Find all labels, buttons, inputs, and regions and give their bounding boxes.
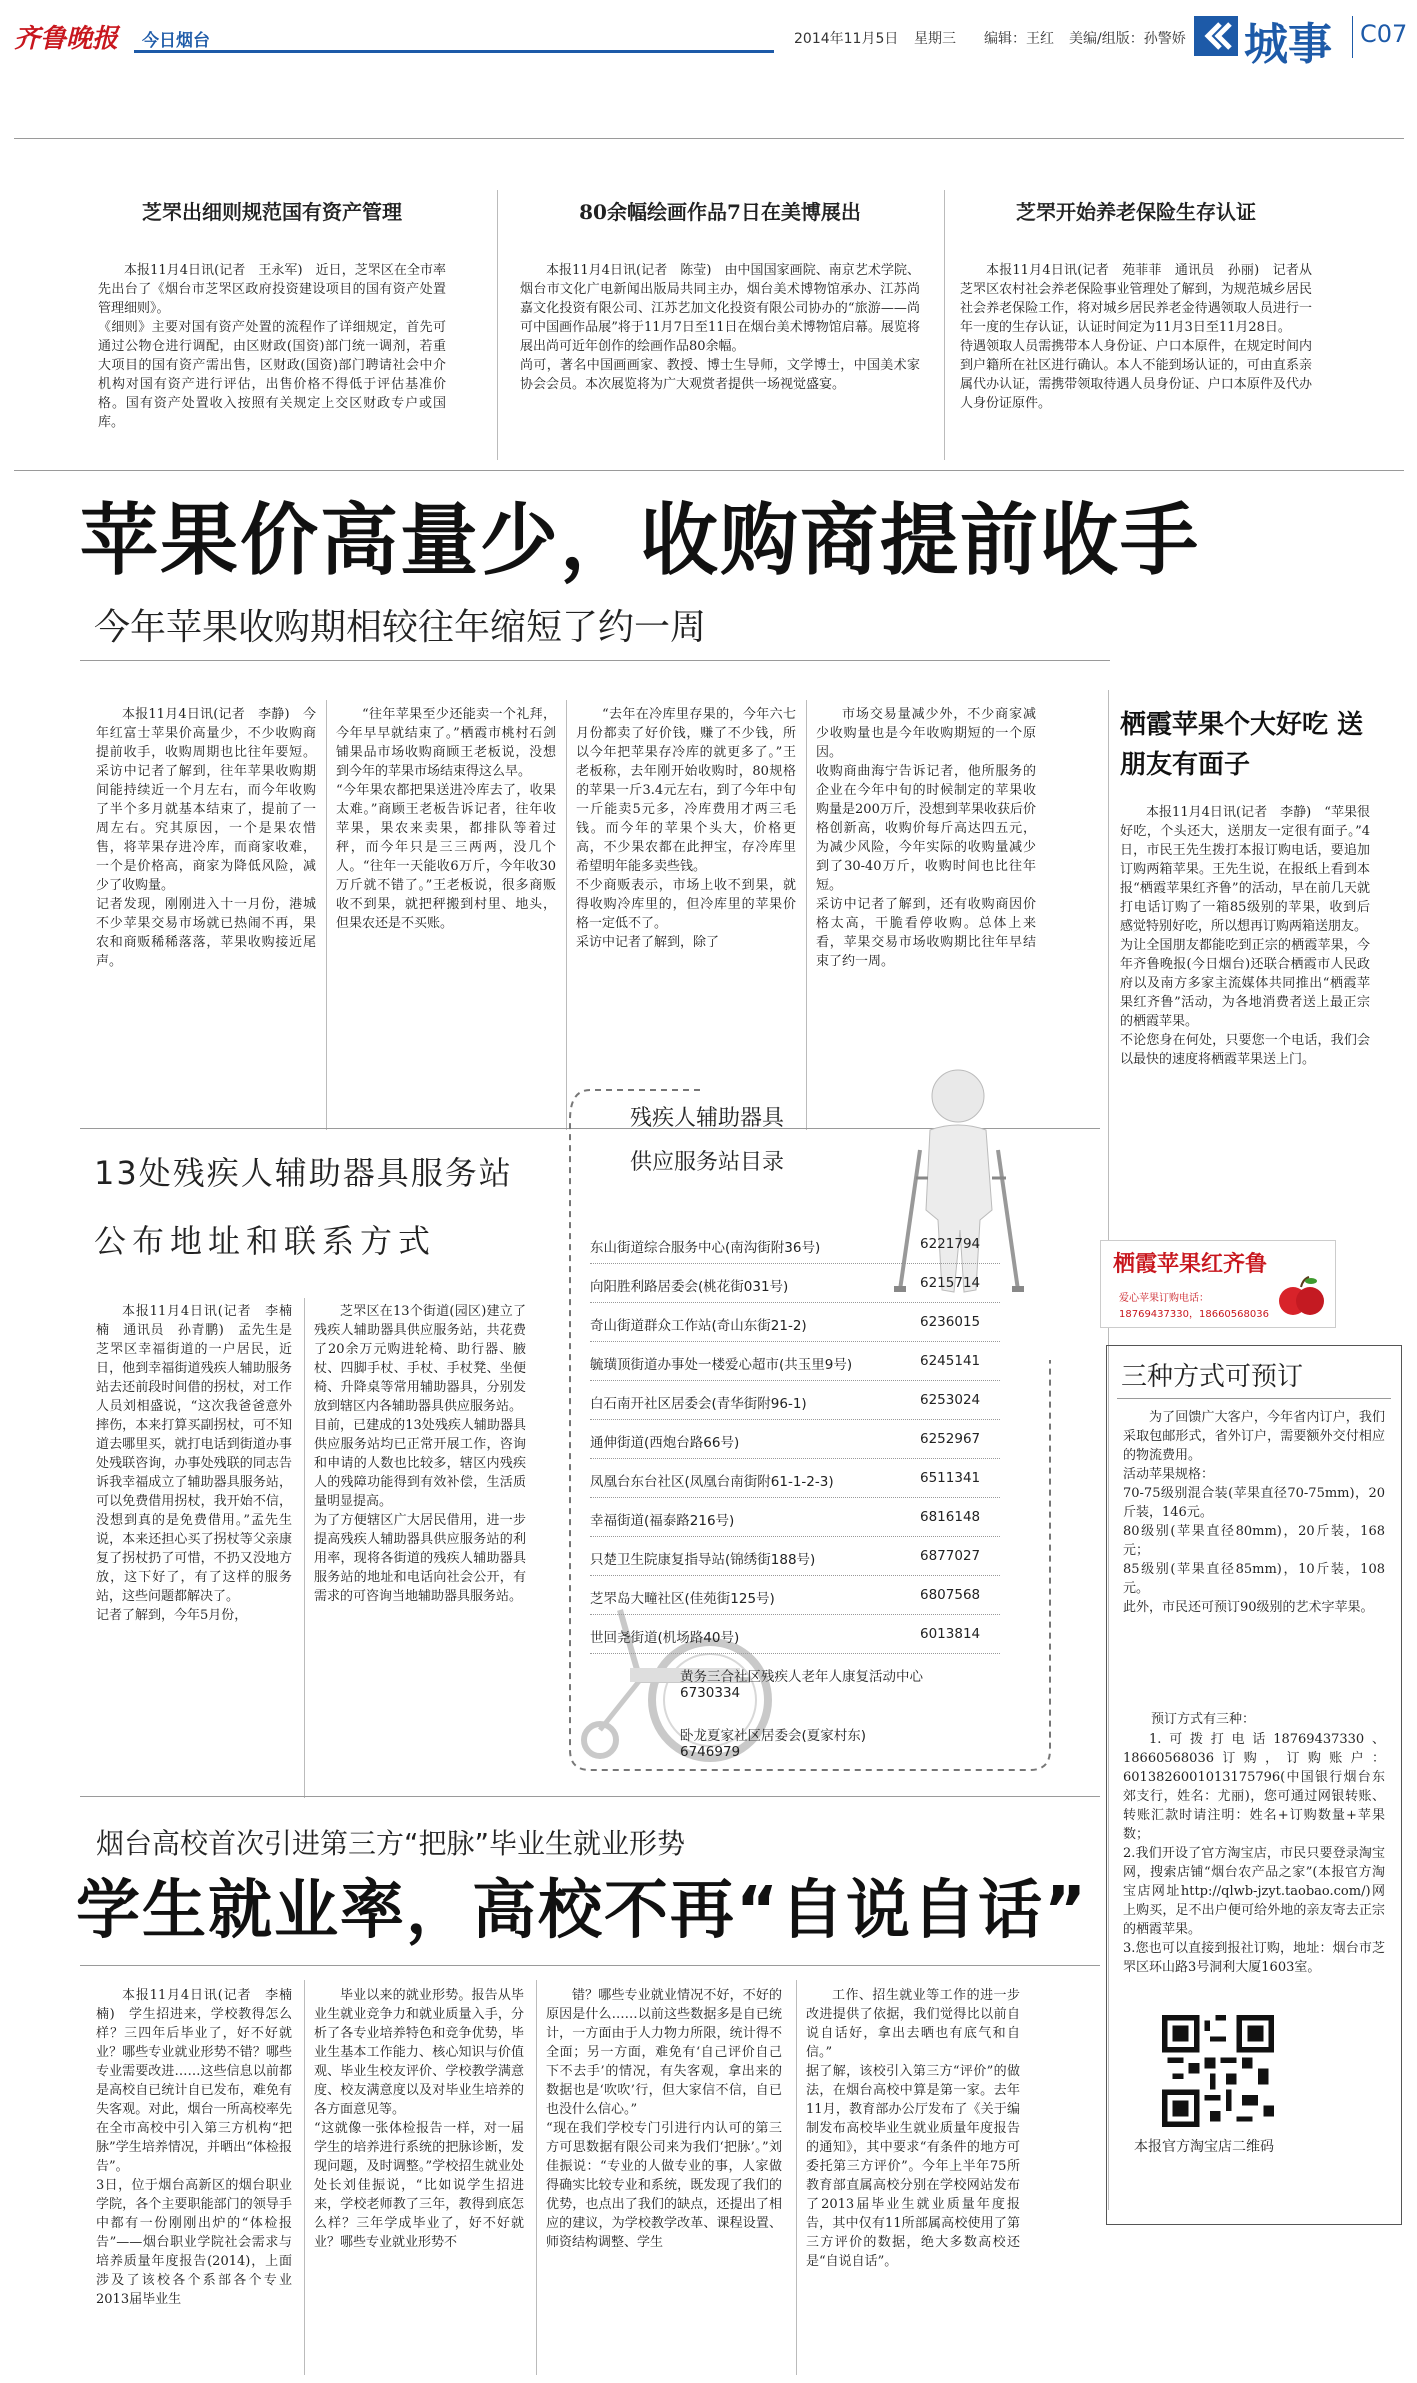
section-rule [80, 1796, 1100, 1797]
station-phone: 6511341 [920, 1470, 981, 1486]
order-methods-title: 预订方式有三种： [1151, 1712, 1256, 1727]
station-phone: 6221794 [920, 1236, 981, 1252]
column-divider [326, 700, 327, 1130]
station-phone: 6253024 [920, 1392, 981, 1408]
promo-banner [1100, 1240, 1336, 1328]
apple-subheadline: 今年苹果收购期相较往年缩短了约一周 [94, 607, 707, 648]
brief-title: 芝罘出细则规范国有资产管理 [142, 200, 402, 224]
station-phone: 6807568 [920, 1587, 981, 1603]
section-rule [14, 470, 1404, 471]
station-divider [590, 1419, 1000, 1420]
station-phone: 6816148 [920, 1509, 981, 1525]
sidebar-apple [1120, 705, 1370, 1069]
station-name: 通伸街道(西炮台路66号) [590, 1435, 740, 1451]
disability-title-1: 13处残疾人辅助器具服务站 [94, 1154, 513, 1192]
station-name: 东山街道综合服务中心(南沟街附36号) [590, 1240, 821, 1256]
station-name: 只楚卫生院康复指导站(锦绣街188号) [590, 1552, 816, 1568]
section-bar [134, 50, 774, 53]
brief-title: 80余幅绘画作品7日在美博展出 [579, 200, 861, 224]
station-divider [590, 1341, 1000, 1342]
employment-col-2: 毕业以来的就业形势。报告从毕业生就业竞争力和就业质量入手，分析了各专业培养特色和竞争优势，毕业生基本工作能力、核心知识与价值观、毕业生校友评价、学校教学满意度、校友满意度以及对毕业生培养的各方面意见等。 “这就像一张体检报告一样，对一届学生的培养进行系统的把脉诊断，发现问题，及时调整。”学校招生就业处处长刘佳振说，“比如说学生招进来，学校老师教了三年，教得到底怎么样？三年学成毕业了，好不好就业？哪些专业就业形势不 [314, 1988, 524, 2250]
station-directory [550, 1060, 1070, 1780]
station-phone: 6252967 [920, 1431, 981, 1447]
station-name: 向阳胜利路居委会(桃花街031号) [590, 1279, 789, 1295]
station-divider [590, 1458, 1000, 1459]
chevron-left-icon [1194, 16, 1238, 56]
order-body: 为了回馈广大客户，今年省内订户，我们采取包邮形式，省外订户，需要额外交付相应的物流费用。 活动苹果规格： 70-75级别混合装(苹果直径70-75mm)，20斤装，146元。 80级别(苹果直径80mm)，20斤装，168元； 85级别(苹果直径85mm)，10斤装，108元。 此外，市民还可预订90级别的艺术字苹果。 [1123, 1410, 1385, 1615]
station-phone: 6245141 [920, 1353, 981, 1369]
sidebar-body: 本报11月4日讯(记者 李静) “苹果很好吃，个头还大，送朋友一定很有面子。”4日，市民王先生拨打本报订购电话，要追加订购两箱苹果。王先生说，在报纸上看到本报“栖霞苹果红齐鲁”的活动，早在前几天就打电话订购了一箱85级别的苹果，收到后感觉特别好吃，所以想再订购两箱送朋友。 为让全国朋友都能吃到正宗的栖霞苹果，今年齐鲁晚报(今日烟台)还联合栖霞市人民政府以及南方多家主流媒体共同推出“栖霞苹果红齐鲁”活动，为各地消费者送上最正宗的栖霞苹果。 不论您身在何处，只要您一个电话，我们会以最快的速度将栖霞苹果送上门。 [1120, 805, 1370, 1067]
apple-col-4: 市场交易量减少外，不少商家减少收购量也是今年收购期短的一个原因。 收购商曲海宁告诉记者，他所服务的企业在今年中旬的时候制定的苹果收购量是200万斤，没想到苹果收获后价格创新高，收购价每斤高达四五元，为减少风险，今年实际的收购量减少到了30-40万斤，收购时间也比往年短。 采访中记者了解到，还有收购商因价格太高，干脆看停收购。总体上来看，苹果交易市场收购期比往年早结束了约一周。 [816, 707, 1036, 969]
station-phone: 6013814 [920, 1626, 981, 1642]
station-divider [590, 1536, 1000, 1537]
order-title-rule [1117, 1398, 1391, 1399]
station-divider [590, 1380, 1000, 1381]
column-divider [944, 190, 945, 460]
employment-col-4: 工作、招生就业等工作的进一步改进提供了依据，我们觉得比以前自说自话好，拿出去晒也有底气和自信。” 据了解，该校引入第三方“评价”的做法，在烟台高校中算是第一家。去年11月，教育部办公厅发布了《关于编制发布高校毕业生就业质量年度报告的通知》，其中要求“有条件的地方可委托第三方评价”。今年上半年75所教育部直属高校分别在学校网站发布了2013届毕业生就业质量年度报告，其中仅有11所部属高校使用了第三方评价的数据，绝大多数高校还是“自说自话”。 [806, 1988, 1020, 2269]
apple-col-1: 本报11月4日讯(记者 李静) 今年红富士苹果价高量少，不少收购商提前收手，收购周期也比往年要短。采访中记者了解到，往年苹果收购期间能持续近一个月左右，而今年收购了半个多月就基本结束了，提前了一周左右。究其原因，一个是果农惜售，将苹果存进冷库，而商家收难，一个是价格高，商家为降低风险，减少了收购量。 记者发现，刚刚进入十一月份，港城不少苹果交易市场就已热闹不再，果农和商贩稀稀落落，苹果收购接近尾声。 [96, 707, 316, 969]
station-divider [590, 1575, 1000, 1576]
header-divider [1352, 16, 1353, 58]
station-phone: 6236015 [920, 1314, 981, 1330]
station-name: 白石南开社区居委会(青华街附96-1) [590, 1396, 807, 1412]
station-name: 黄务三合社区残疾人老年人康复活动中心 [680, 1669, 923, 1685]
brief-body: 本报11月4日讯(记者 陈莹) 由中国国家画院、南京艺术学院、烟台市文化广电新闻出版局共同主办，烟台美术博物馆承办、江苏尚嘉文化投资有限公司、江苏艺加文化投资有限公司协办的“旅游——尚可中国画作品展”将于11月7日至11日在烟台美术博物馆启幕。展览将展出尚可近年创作的绘画作品80余幅。 尚可，著名中国画画家、教授、博士生导师，文学博士，中国美术家协会会员。本次展览将为广大观赏者提供一场视觉盛宴。 [520, 263, 920, 392]
brief-body: 本报11月4日讯(记者 苑菲菲 通讯员 孙丽) 记者从芝罘区农村社会养老保险事业管理处了解到，为规范城乡居民社会养老保险工作，将对城乡居民养老金待遇领取人员进行一年一度的生存认证，认证时间定为11月3日至11月28日。 待遇领取人员需携带本人身份证、户口本原件，在规定时间内到户籍所在社区进行确认。本人不能到场认证的，可由直系亲属代办认证，需携带领取待遇人员身份证、户口本原件及代办人身份证原件。 [960, 263, 1312, 411]
station-name: 毓璜顶街道办事处一楼爱心超市(共玉里9号) [590, 1357, 853, 1373]
disability-col-1: 本报11月4日讯(记者 李楠楠 通讯员 孙青鹏) 孟先生是芝罘区幸福街道的一户居民，近日，他到幸福街道残疾人辅助服务站去还前段时间借的拐杖，对工作人员刘相盛说，“这次我爸爸意外摔伤，本来打算买副拐杖，可不知道去哪里买，就打电话到街道办事处残联咨询，办事处残联的同志告诉我幸福成立了辅助器具服务站，可以免费借用拐杖，我开始不信，没想到真的是免费借用。”孟先生说，本来还担心买了拐杖等父亲康复了拐杖扔了可惜，不扔又没地方放，这下好了，有了这样的服务站，这些问题都解决了。 记者了解到，今年5月份， [96, 1304, 292, 1623]
station-phone: 6730334 [680, 1685, 741, 1701]
sidebar-title: 栖霞苹果个大好吃 送朋友有面子 [1120, 710, 1364, 780]
qr-caption: 本报官方淘宝店二维码 [1134, 2139, 1274, 2155]
banner-phone-number: 18769437330，18660568036 [1119, 1309, 1269, 1320]
order-title: 三种方式可预订 [1121, 1362, 1304, 1392]
employment-headline: 学生就业率，高校不再“自说自话” [76, 1874, 1089, 1948]
employment-col-3: 错？哪些专业就业情况不好，不好的原因是什么……以前这些数据多是自已统计，一方面由于人力物力所限，统计得不全面；另一方面，难免有‘自己评价自己下不去手’的情况，有失客观，拿出来的数据也是‘吹吹’行，但大家信不信，自已也没什么信心。” “现在我们学校专门引进行内认可的第三方可思数据有限公司来为我们‘把脉’。”刘佳振说：“专业的人做专业的事，人家做得确实比较专业和系统，既发现了我们的优势，也点出了我们的缺点，还提出了相应的建议，为学校教学改革、课程设置、师资结构调整、学生 [546, 1988, 782, 2250]
banner-title: 栖霞苹果红齐鲁 [1113, 1252, 1268, 1277]
apple-icon [1277, 1275, 1325, 1319]
column-title: 城事 [1244, 19, 1332, 70]
station-divider [590, 1497, 1000, 1498]
qr-code [1162, 2015, 1274, 2127]
station-phone: 6215714 [920, 1275, 981, 1291]
station-divider [590, 1614, 1000, 1615]
issue-weekday: 星期三 [914, 31, 956, 47]
column-divider [304, 1298, 305, 1798]
issue-date: 2014年11月5日 [794, 31, 899, 47]
brief-body: 本报11月4日讯(记者 王永军) 近日，芝罘区在全市率先出台了《烟台市芝罘区政府投资建设项目的国有资产处置管理细则》。 《细则》主要对国有资产处置的流程作了详细规定，首先可通过公物仓进行调配，由区财政(国资)部门统一调剂，若重大项目的国有资产需出售，区财政(国资)部门聘请社会中介机构对国有资产进行评估，出售价格不得低于评估基准价格。国有资产处置收入按照有关规定上交区财政专户或国库。 [98, 263, 446, 430]
station-divider [590, 1263, 1000, 1264]
station-phone: 6746979 [680, 1744, 741, 1760]
header-rule [14, 138, 1404, 139]
editor-credit: 编辑：王红 [984, 31, 1054, 47]
section-name: 今日烟台 [142, 31, 210, 51]
station-name: 凤凰台东台社区(凤凰台南街附61-1-2-3) [590, 1474, 834, 1490]
page-number: C07 [1360, 20, 1408, 48]
directory-title-2: 供应服务站目录 [630, 1150, 785, 1175]
station-name: 幸福街道(福泰路216号) [590, 1513, 735, 1529]
brief-3 [960, 196, 1312, 413]
masthead [14, 14, 1408, 70]
station-divider [590, 1653, 1000, 1654]
disability-title-2: 公布地址和联系方式 [94, 1222, 437, 1260]
column-divider [536, 1980, 537, 2375]
apple-col-2: “往年苹果至少还能卖一个礼拜，今年早早就结束了。”栖霞市桃村石剑铺果品市场收购商顾王老板说，没想到今年的苹果市场结束得这么早。 “今年果农都把果送进冷库去了，收果太难。”商顾王老板告诉记者，往年收苹果，果农来卖果，都排队等着过秤，而今年只是三三两两，没几个人。“往年一天能收6万斤，今年收30万斤就不错了。”王老板说，很多商贩收不到果，就把秤搬到村里、地头，但果农还是不买账。 [336, 707, 556, 931]
station-name: 卧龙夏家社区居委会(夏家村东) [680, 1728, 867, 1744]
directory-title-1: 残疾人辅助器具 [630, 1106, 785, 1131]
station-phone: 6877027 [920, 1548, 981, 1564]
disability-col-2: 芝罘区在13个街道(园区)建立了残疾人辅助器具供应服务站，共花费了20余万元购进轮椅、助行器、腋杖、四脚手杖、手杖、手杖凳、坐便椅、升降桌等常用辅助器具，分别发放到辖区内各辅助器具供应服务站。 目前，已建成的13处残疾人辅助器具供应服务站均已正常开展工作，咨询和申请的人数也比较多，辖区内残疾人的残障功能得到有效补偿，生活质量明显提高。 为了方便辖区广大居民借用，进一步提高残疾人辅助器具供应服务站的利用率，现将各街道的残疾人辅助器具服务站的地址和电话向社会公开，有需求的可咨询当地辅助器具服务站。 [314, 1304, 526, 1604]
order-methods: 1.可拨打电话18769437330、18660568036订购，订购账户：6013826001013175796(中国银行烟台东郊支行，姓名：尤丽)，您可通过网银转账、转账汇款时请注明：姓名+订购数量+苹果数； 2.我们开设了官方淘宝店，市民只要登录淘宝网，搜索店铺“烟台农产品之家”(本报官方淘宝店网址http://qlwb-jzyt.taobao.com/)网上购买，足不出户便可给外地的亲友寄去正宗的栖霞苹果。 3.您也可以直接到报社订购，地址：烟台市芝罘区环山路3号洞利大厦1603室。 [1123, 1732, 1385, 1975]
brief-title: 芝罘开始养老保险生存认证 [1016, 200, 1256, 224]
station-divider [590, 1302, 1000, 1303]
brief-1 [98, 196, 446, 432]
column-divider [796, 1980, 797, 2375]
employment-col-1: 本报11月4日讯(记者 李楠楠) 学生招进来，学校教得怎么样？三四年后毕业了，好不好就业？哪些专业就业形势不错？哪些专业需要改进……这些信息以前都是高校自已统计自已发布，难免有失客观。对此，烟台一所高校率先在全市高校中引入第三方机构“把脉”学生培养情况，并晒出“体检报告”。 3日，位于烟台高新区的烟台职业学院，各个主要职能部门的领导手中都有一份刚刚出炉的“体检报告”——烟台职业学院社会需求与培养质量年度报告(2014)，上面涉及了该校各个系部各个专业2013届毕业生 [96, 1988, 292, 2307]
column-divider [497, 190, 498, 460]
apple-col-3: “去年在冷库里存果的，今年六七月份都卖了好价钱，赚了不少钱，所以今年把苹果存冷库的就更多了。”王老板称，去年刚开始收购时，80规格的苹果一斤3.4元左右，到了今年中旬一斤能卖5元多，冷库费用才两三毛钱。而今年的苹果个头大，价格更高，不少果农都在此押宝，存冷库里希望明年能多卖些钱。 不少商贩表示，市场上收不到果，就得收购冷库里的，但冷库里的苹果价格一定低不了。 采访中记者了解到，除了 [576, 707, 796, 950]
banner-phone-label: 爱心苹果订购电话： [1119, 1293, 1209, 1304]
brief-2 [520, 196, 920, 394]
station-name: 奇山街道群众工作站(奇山东街21-2) [590, 1318, 807, 1334]
design-credit: 美编/组版：孙警娇 [1069, 31, 1186, 47]
apple-headline: 苹果价高量少，收购商提前收手 [80, 496, 1201, 586]
headline-rule [80, 660, 1110, 661]
station-name: 世回尧街道(机场路40号) [590, 1630, 740, 1646]
station-name: 芝罘岛大疃社区(佳苑街125号) [590, 1591, 775, 1607]
column-divider [304, 1980, 305, 2375]
employment-kicker: 烟台高校首次引进第三方“把脉”毕业生就业形势 [96, 1827, 686, 1860]
headline-rule [80, 1965, 1100, 1966]
newspaper-logo: 齐鲁晚报 [14, 24, 119, 54]
